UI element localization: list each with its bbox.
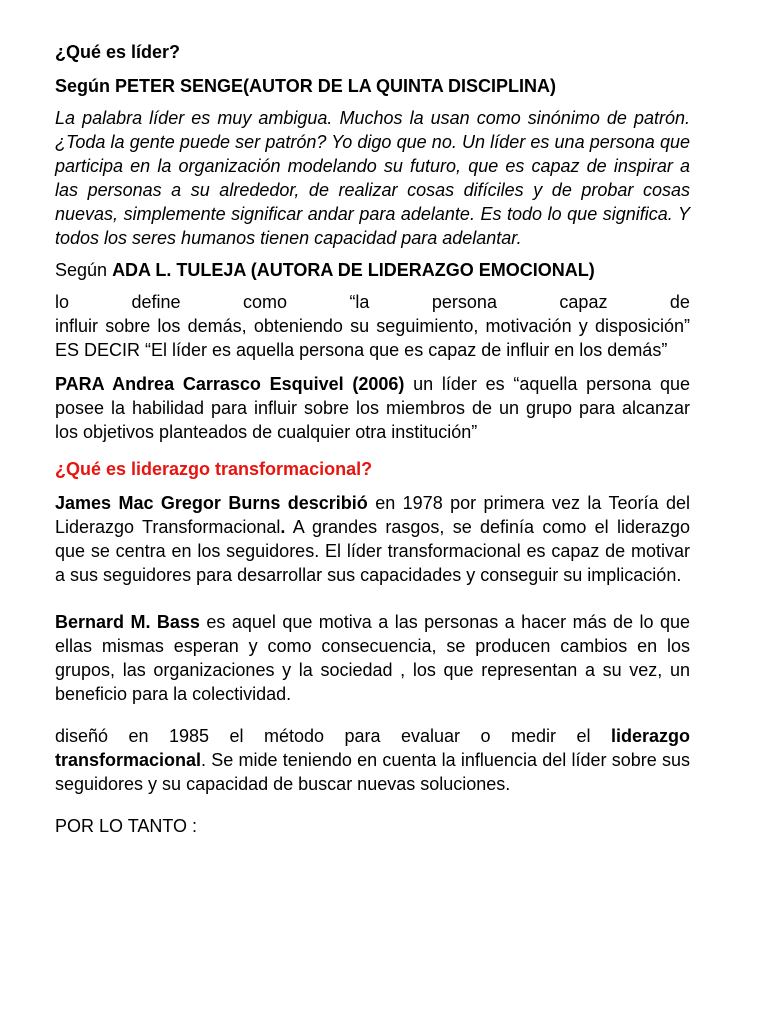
burns-paragraph [55,491,690,587]
carrasco-text: un líder es “aquella persona que posee la habilidad para influir sobre los miembros de un grupo para alcanzar los objetivos planteados de cualquier otra institución” [55,374,690,442]
tuleja-definition [55,290,690,362]
design-1985-paragraph [55,724,690,796]
word: capaz [559,292,608,312]
tuleja-definition-rest: influir sobre los demás, obteniendo su seguimiento, motivación y disposición” ES DECIR “El líder es aquella persona que es capaz de influir en los demás” [55,316,690,360]
burns-text-1: en 1978 por primera vez la Teoría del Liderazgo Transformacional [55,493,690,537]
carrasco-author: PARA Andrea Carrasco Esquivel (2006) [55,374,405,394]
heading-liderazgo-transformacional: ¿Qué es liderazgo transformacional? [55,459,373,479]
word: como [242,292,287,312]
tuleja-first-line [55,290,690,314]
senge-prefix: Según [55,76,116,96]
tuleja-attribution [55,258,690,282]
por-lo-tanto: POR LO TANTO : [55,816,198,836]
tuleja-prefix: Según [55,260,113,280]
bass-text: es aquel que motiva a las personas a hacer más de lo que ellas mismas esperan y como consecuencia, se producen cambios en los grupos, las organizaciones y la sociedad , los que representan a su vez, un beneficio para la colectividad. [55,612,690,704]
senge-author: PETER SENGE(AUTOR DE LA QUINTA DISCIPLINA) [115,76,557,96]
design-text-2: . Se mide teniendo en cuenta la influencia del líder sobre sus seguidores y su capacidad de buscar nuevas soluciones. [55,750,690,794]
bass-author: Bernard M. Bass [55,612,200,632]
tuleja-author: ADA L. TULEJA (AUTORA DE LIDERAZGO EMOCIONAL) [112,260,595,280]
design-bold: liderazgo transformacional [55,726,690,770]
word: persona [431,292,497,312]
burns-period: . [280,517,286,537]
word: “la [349,292,370,312]
bass-paragraph [55,610,690,706]
burns-text-2: A grandes rasgos, se definía como el liderazgo que se centra en los seguidores. El líder transformacional es capaz de motivar a sus seguidores para desarrollar sus capacidades y conseguir su implicación. [55,517,690,585]
burns-author: James Mac Gregor Burns describió [55,493,368,513]
word: lo [55,292,70,312]
senge-attribution [55,74,690,98]
design-text-1: diseñó en 1985 el método para evaluar o medir el [55,726,611,746]
heading-que-es-lider: ¿Qué es líder? [55,42,181,62]
word: de [669,292,690,312]
carrasco-paragraph [55,372,690,444]
word: define [131,292,181,312]
senge-quote: La palabra líder es muy ambigua. Muchos la usan como sinónimo de patrón. ¿Toda la gente puede ser patrón? Yo digo que no. Un líder es una persona que participa en la organización modelando su futuro, que es capaz de inspirar a las personas a su alrededor, de realizar cosas difíciles y de probar cosas nuevas, simplemente significar andar para adelante. Es todo lo que significa. Y todos los seres humanos tienen capacidad para adelantar. [55,108,690,248]
